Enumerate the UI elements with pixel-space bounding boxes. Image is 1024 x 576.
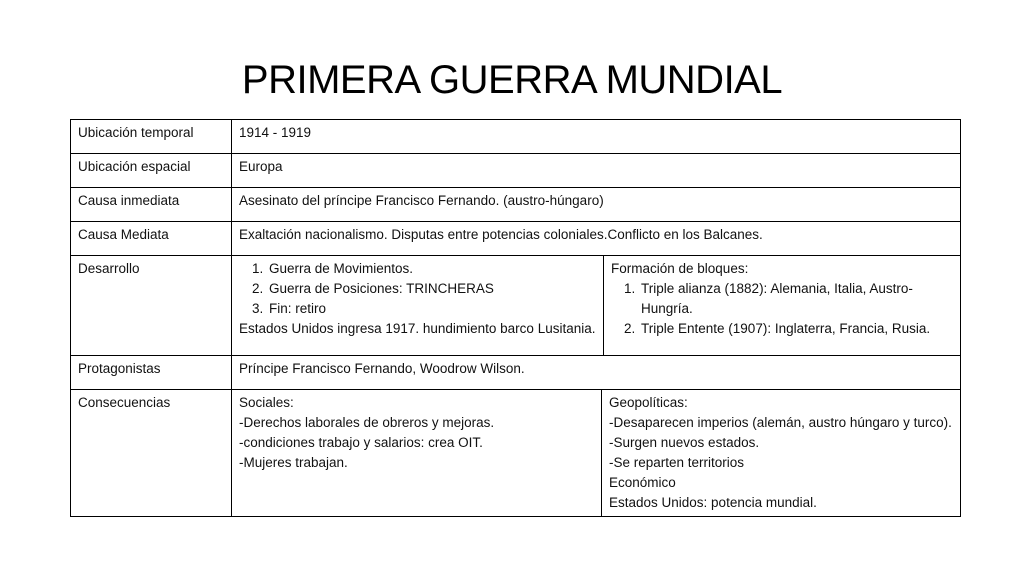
consecuencias-geopoliticas-cell bbox=[601, 390, 960, 516]
table-row bbox=[71, 120, 961, 154]
list-item: 1. Guerra de Movimientos. bbox=[267, 259, 596, 279]
desarrollo-note: Estados Unidos ingresa 1917. hundimiento barco Lusitania. bbox=[239, 321, 596, 336]
text-line: -Mujeres trabajan. bbox=[239, 455, 348, 470]
list-item: 2. Guerra de Posiciones: TRINCHERAS bbox=[267, 279, 596, 299]
row-label: Ubicación espacial bbox=[71, 154, 232, 188]
bloques-list bbox=[611, 279, 953, 339]
row-value: Asesinato del príncipe Francisco Fernando. (austro-húngaro) bbox=[232, 188, 961, 222]
table-row bbox=[71, 390, 961, 517]
list-item: 2. Triple Entente (1907): Inglaterra, Francia, Rusia. bbox=[639, 319, 953, 339]
text-line: Geopolíticas: bbox=[609, 395, 688, 410]
text-line: -Derechos laborales de obreros y mejoras. bbox=[239, 415, 495, 430]
text-line: -condiciones trabajo y salarios: crea OIT. bbox=[239, 435, 483, 450]
row-value: Exaltación nacionalismo. Disputas entre potencias coloniales.Conflicto en los Balcanes. bbox=[232, 222, 961, 256]
text-line: -Se reparten territorios bbox=[609, 455, 745, 470]
text-line: Estados Unidos: potencia mundial. bbox=[609, 495, 817, 510]
table-row bbox=[71, 256, 961, 356]
page-title: PRIMERA GUERRA MUNDIAL bbox=[241, 58, 783, 102]
row-label: Causa Mediata bbox=[71, 222, 232, 256]
table-row bbox=[71, 222, 961, 256]
row-label: Consecuencias bbox=[71, 390, 232, 517]
bloques-heading: Formación de bloques: bbox=[611, 261, 749, 276]
row-value bbox=[232, 390, 961, 517]
row-value: Europa bbox=[232, 154, 961, 188]
row-value bbox=[232, 256, 961, 356]
summary-table bbox=[70, 119, 961, 517]
text-line: Sociales: bbox=[239, 395, 294, 410]
consecuencias-sociales-cell bbox=[232, 390, 601, 516]
row-label: Causa inmediata bbox=[71, 188, 232, 222]
row-value: 1914 - 1919 bbox=[232, 120, 961, 154]
desarrollo-left-cell bbox=[232, 256, 603, 355]
table-row bbox=[71, 356, 961, 390]
desarrollo-right-cell bbox=[603, 256, 960, 355]
text-line: -Desaparecen imperios (alemán, austro húngaro y turco). bbox=[609, 415, 952, 430]
row-value: Príncipe Francisco Fernando, Woodrow Wilson. bbox=[232, 356, 961, 390]
row-label: Protagonistas bbox=[71, 356, 232, 390]
text-line: Económico bbox=[609, 475, 676, 490]
table-row bbox=[71, 154, 961, 188]
desarrollo-phases-list bbox=[239, 259, 596, 319]
text-line: -Surgen nuevos estados. bbox=[609, 435, 760, 450]
row-label: Desarrollo bbox=[71, 256, 232, 356]
list-item: 3. Fin: retiro bbox=[267, 299, 596, 319]
table-row bbox=[71, 188, 961, 222]
list-item: 1. Triple alianza (1882): Alemania, Italia, Austro-Hungría. bbox=[639, 279, 953, 319]
row-label: Ubicación temporal bbox=[71, 120, 232, 154]
